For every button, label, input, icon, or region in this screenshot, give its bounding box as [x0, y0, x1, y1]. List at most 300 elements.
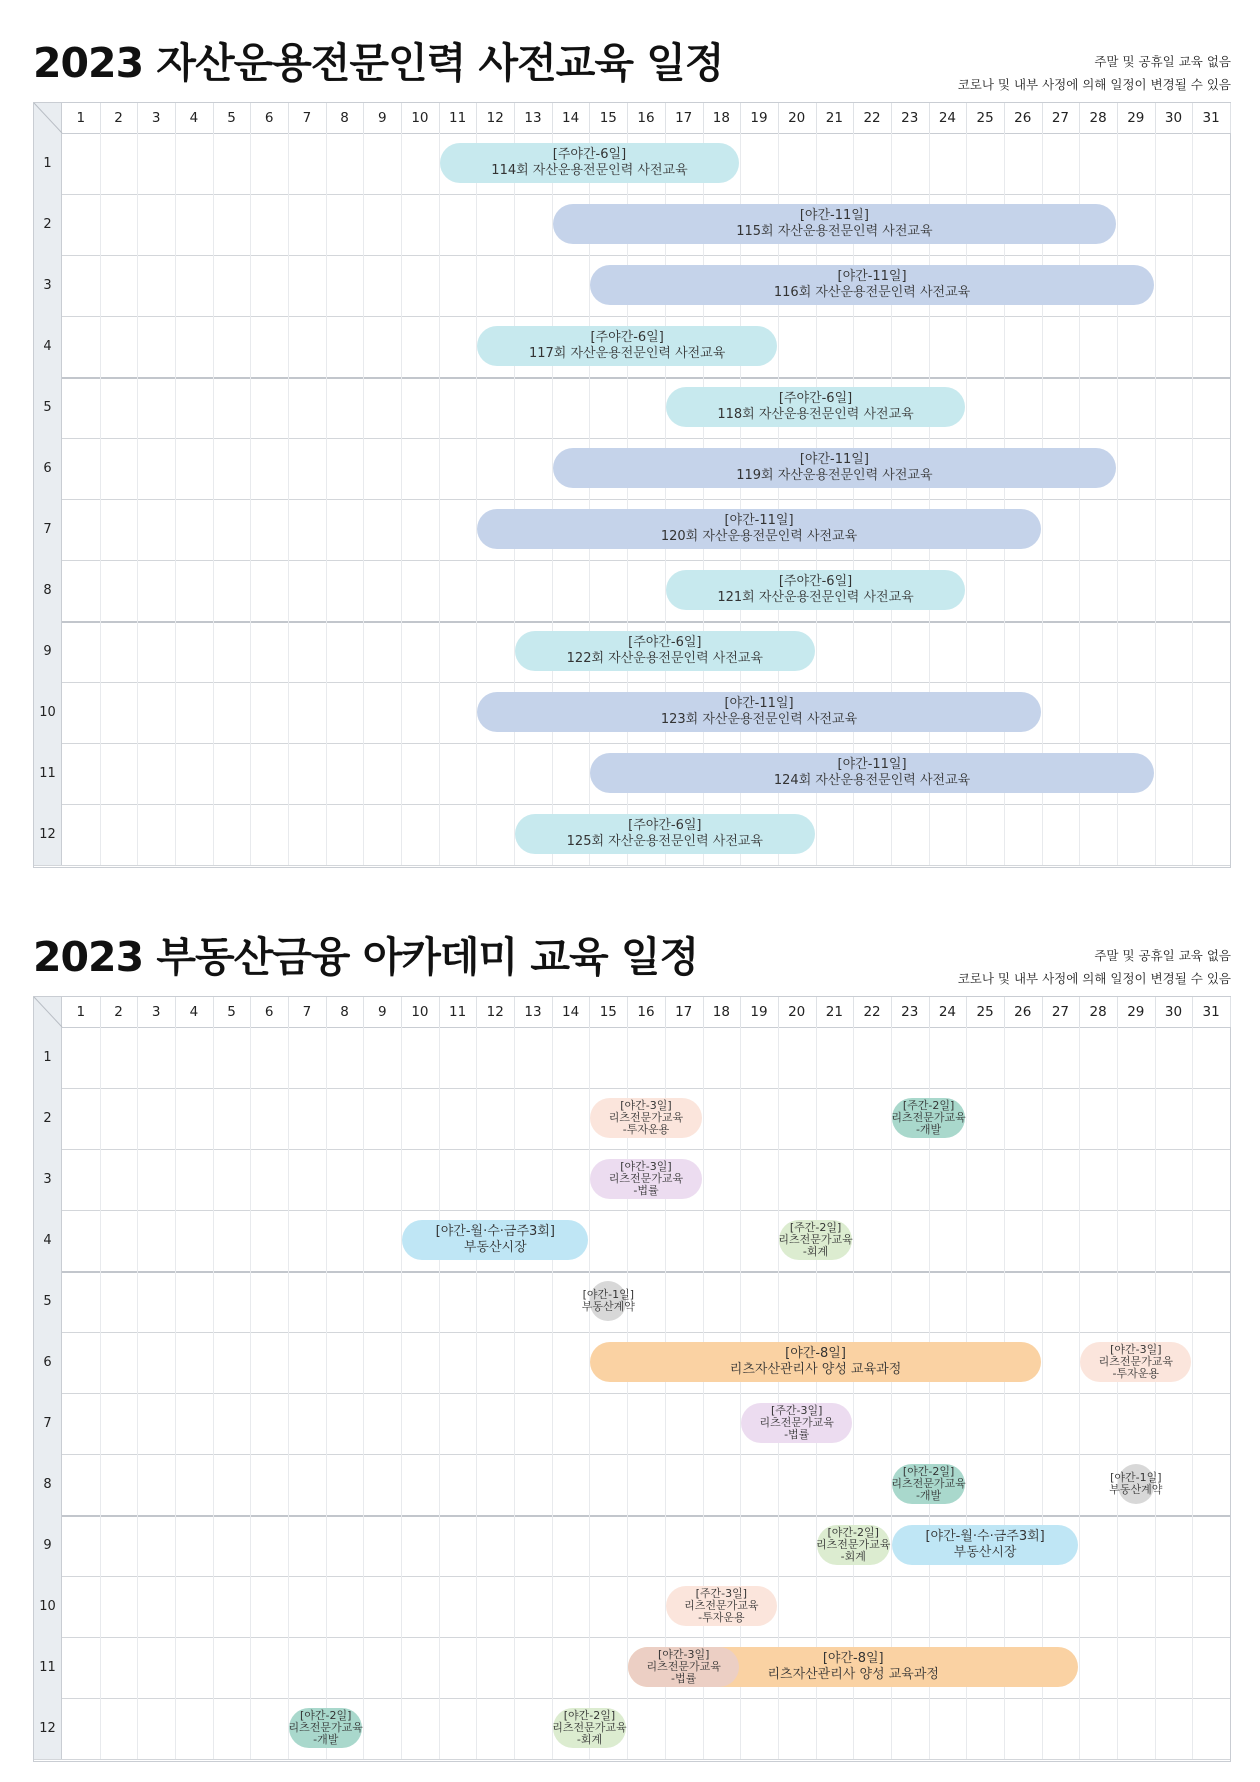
grid-line	[853, 316, 854, 377]
grid-line	[250, 804, 251, 865]
event-label: -법률	[671, 1672, 697, 1685]
grid-line	[213, 499, 214, 560]
grid-line	[476, 194, 477, 255]
month-row	[34, 1454, 1230, 1517]
day-header: 26	[1014, 1004, 1032, 1020]
grid-line	[401, 377, 402, 438]
grid-line	[929, 804, 930, 865]
grid-line	[1117, 1271, 1118, 1332]
grid-line	[1192, 1698, 1193, 1759]
event-label: [야간-1일]	[582, 1288, 635, 1301]
grid-line	[514, 1698, 515, 1759]
grid-line	[1079, 499, 1080, 560]
grid-line	[1192, 682, 1193, 743]
grid-line	[250, 377, 251, 438]
grid-line	[1079, 1393, 1080, 1454]
event-label: [야간-3일]	[657, 1648, 710, 1661]
event-label: 120회 자산운용전문인력 사전교육	[660, 529, 858, 544]
section-title: 2023 자산운용전문인력 사전교육 일정	[33, 39, 724, 87]
grid-line	[514, 1515, 515, 1576]
event-label: 114회 자산운용전문인력 사전교육	[491, 163, 688, 178]
grid-line	[1155, 560, 1156, 621]
grid-line	[1192, 194, 1193, 255]
grid-line	[1117, 1393, 1118, 1454]
schedule-event-bar[interactable]	[666, 1586, 777, 1626]
grid-line	[100, 1210, 101, 1271]
schedule-event-bar[interactable]	[590, 1098, 701, 1138]
grid-line	[1192, 377, 1193, 438]
grid-line	[703, 1210, 704, 1271]
grid-line	[552, 1515, 553, 1576]
grid-line	[703, 1515, 704, 1576]
grid-line	[665, 1271, 666, 1332]
grid-line	[589, 560, 590, 621]
grid-line	[476, 1515, 477, 1576]
day-header: 11	[449, 110, 467, 126]
grid-line	[288, 377, 289, 438]
day-header: 10	[411, 110, 429, 126]
event-label: [야간-3일]	[620, 1099, 672, 1112]
day-header: 27	[1051, 110, 1070, 126]
grid-line	[100, 1088, 101, 1149]
grid-line	[326, 1515, 327, 1576]
grid-line	[1079, 1454, 1080, 1515]
event-label: 리츠전문가교육	[608, 1172, 684, 1185]
grid-line	[1079, 804, 1080, 865]
grid-line	[288, 1576, 289, 1637]
schedule-event-bar[interactable]	[581, 1281, 635, 1321]
grid-line	[476, 804, 477, 865]
grid-line	[213, 621, 214, 682]
event-label: 리츠전문가교육	[759, 1416, 834, 1429]
grid-line	[213, 1393, 214, 1454]
grid-line	[401, 1332, 402, 1393]
grid-line	[401, 1637, 402, 1698]
grid-line	[1079, 1576, 1080, 1637]
grid-line	[175, 682, 176, 743]
grid-line	[853, 1271, 854, 1332]
grid-line	[1192, 499, 1193, 560]
schedule-event-bar[interactable]	[553, 204, 1116, 244]
event-label: [주야간-6일]	[590, 330, 664, 345]
grid-line	[589, 1637, 590, 1698]
event-label: 리츠전문가교육	[552, 1721, 627, 1734]
day-header: 23	[901, 1004, 919, 1020]
grid-line	[1042, 499, 1043, 560]
grid-line	[778, 1149, 779, 1210]
grid-line	[439, 1576, 440, 1637]
grid-line	[175, 133, 176, 194]
event-label: [야간-2일]	[563, 1709, 616, 1722]
event-label: -투자운용	[1112, 1367, 1160, 1380]
event-label: [주야간-6일]	[628, 818, 702, 833]
event-label: [야간-11일]	[724, 696, 794, 711]
grid-line	[137, 743, 138, 804]
grid-line	[401, 1515, 402, 1576]
grid-line	[514, 1149, 515, 1210]
day-header: 26	[1014, 110, 1032, 126]
schedule-event-bar[interactable]	[1080, 1342, 1191, 1382]
grid-line	[627, 1454, 628, 1515]
schedule-event-bar[interactable]	[553, 448, 1116, 488]
grid-line	[476, 1454, 477, 1515]
grid-line	[100, 255, 101, 316]
month-label: 7	[34, 1393, 62, 1454]
schedule-event-bar[interactable]	[289, 1708, 362, 1748]
schedule-event-bar[interactable]	[1109, 1464, 1163, 1504]
month-row	[34, 1027, 1230, 1089]
grid-line	[476, 377, 477, 438]
note-line: 코로나 및 내부 사정에 의해 일정이 변경될 수 있음	[957, 77, 1231, 92]
day-header: 8	[340, 1004, 349, 1020]
grid-line	[175, 1088, 176, 1149]
schedule-event-bar[interactable]	[590, 753, 1153, 793]
grid-line	[1042, 316, 1043, 377]
grid-line	[250, 743, 251, 804]
schedule-event-bar[interactable]	[590, 1159, 701, 1199]
day-header: 31	[1202, 1004, 1220, 1020]
month-label: 10	[34, 682, 62, 743]
event-label: -회계	[576, 1733, 603, 1746]
grid-line	[175, 1637, 176, 1698]
grid-line	[401, 1088, 402, 1149]
grid-line	[1117, 316, 1118, 377]
day-header: 6	[264, 1004, 274, 1020]
day-header: 18	[712, 1004, 730, 1020]
grid-line	[552, 743, 553, 804]
schedule-event-bar[interactable]	[666, 570, 965, 610]
grid-line	[439, 1393, 440, 1454]
grid-line	[703, 1088, 704, 1149]
event-label: -법률	[784, 1428, 810, 1441]
schedule-event-bar[interactable]	[440, 143, 739, 183]
schedule-event-bar[interactable]	[477, 326, 776, 366]
grid-line	[853, 1027, 854, 1088]
grid-line	[589, 377, 590, 438]
grid-line	[326, 255, 327, 316]
grid-line	[326, 1393, 327, 1454]
grid-line	[439, 438, 440, 499]
event-label: [주간-3일]	[695, 1587, 748, 1600]
grid-line	[1155, 255, 1156, 316]
grid-line	[589, 1515, 590, 1576]
grid-line	[627, 1515, 628, 1576]
grid-line	[1155, 438, 1156, 499]
schedule-event-bar[interactable]	[590, 265, 1153, 305]
grid-line	[213, 1149, 214, 1210]
grid-line	[439, 1088, 440, 1149]
grid-line	[665, 1027, 666, 1088]
month-label: 3	[34, 1149, 62, 1210]
day-header: 15	[599, 1004, 617, 1020]
day-header: 7	[302, 1004, 312, 1020]
grid-line	[250, 1637, 251, 1698]
grid-line	[853, 1210, 854, 1271]
grid-line	[288, 1332, 289, 1393]
grid-line	[703, 1149, 704, 1210]
grid-line	[1192, 255, 1193, 316]
event-label: 부동산계약	[1109, 1483, 1163, 1496]
grid-line	[439, 1454, 440, 1515]
day-header: 5	[227, 1004, 236, 1020]
grid-line	[401, 438, 402, 499]
schedule-event-bar[interactable]	[779, 1220, 852, 1260]
month-label: 1	[34, 1027, 62, 1088]
grid-line	[966, 1149, 967, 1210]
grid-line	[552, 1332, 553, 1393]
grid-line	[778, 1027, 779, 1088]
grid-line	[175, 1027, 176, 1088]
event-label: 리츠자산관리사 양성 교육과정	[767, 1667, 939, 1682]
grid-line	[401, 316, 402, 377]
schedule-event-bar[interactable]	[477, 692, 1040, 732]
grid-line	[929, 1210, 930, 1271]
grid-line	[288, 804, 289, 865]
event-label: 리츠전문가교육	[816, 1538, 891, 1551]
schedule-event-bar[interactable]	[628, 1647, 739, 1687]
grid-line	[326, 1576, 327, 1637]
grid-line	[213, 1637, 214, 1698]
schedule-event-bar[interactable]	[892, 1525, 1078, 1565]
schedule-event-bar[interactable]	[477, 509, 1040, 549]
grid-line	[288, 1027, 289, 1088]
grid-line	[213, 804, 214, 865]
event-label: -회계	[802, 1245, 829, 1258]
grid-line	[100, 1454, 101, 1515]
grid-line	[250, 682, 251, 743]
grid-line	[740, 1088, 741, 1149]
schedule-event-bar[interactable]	[402, 1220, 588, 1260]
grid-line	[100, 1271, 101, 1332]
grid-line	[401, 1027, 402, 1088]
grid-line	[1117, 1637, 1118, 1698]
day-header: 2	[114, 110, 123, 126]
grid-line	[1004, 804, 1005, 865]
grid-line	[439, 1698, 440, 1759]
schedule-event-bar[interactable]	[817, 1525, 890, 1565]
day-header: 28	[1089, 1004, 1107, 1020]
event-label: 부동산시장	[953, 1545, 1017, 1560]
month-row	[34, 1393, 1230, 1455]
grid-line	[1004, 316, 1005, 377]
grid-line	[1079, 1027, 1080, 1088]
grid-line	[1004, 377, 1005, 438]
schedule-event-bar[interactable]	[666, 387, 965, 427]
grid-line	[1155, 1515, 1156, 1576]
grid-line	[175, 743, 176, 804]
grid-line	[552, 255, 553, 316]
grid-line	[137, 1332, 138, 1393]
grid-line	[1117, 1515, 1118, 1576]
grid-line	[929, 1698, 930, 1759]
grid-line	[326, 804, 327, 865]
grid-line	[665, 1393, 666, 1454]
grid-line	[250, 499, 251, 560]
grid-line	[1192, 743, 1193, 804]
schedule-event-bar[interactable]	[590, 1342, 1040, 1382]
grid-line	[966, 1027, 967, 1088]
grid-line	[740, 1149, 741, 1210]
grid-line	[363, 1088, 364, 1149]
grid-line	[100, 682, 101, 743]
grid-line	[1155, 499, 1156, 560]
grid-line	[703, 1393, 704, 1454]
grid-line	[816, 1149, 817, 1210]
day-header: 2	[114, 1004, 123, 1020]
grid-line	[589, 1393, 590, 1454]
grid-line	[1004, 1149, 1005, 1210]
grid-line	[1004, 1393, 1005, 1454]
grid-line	[363, 1393, 364, 1454]
grid-line	[1117, 133, 1118, 194]
grid-line	[288, 438, 289, 499]
grid-line	[966, 1454, 967, 1515]
grid-line	[439, 255, 440, 316]
grid-line	[250, 560, 251, 621]
grid-line	[816, 133, 817, 194]
grid-line	[1155, 1027, 1156, 1088]
grid-line	[401, 621, 402, 682]
grid-line	[250, 1027, 251, 1088]
schedule-event-bar[interactable]	[553, 1708, 626, 1748]
grid-line	[175, 316, 176, 377]
grid-line	[326, 1454, 327, 1515]
grid-line	[213, 255, 214, 316]
grid-line	[1192, 1332, 1193, 1393]
grid-line	[100, 499, 101, 560]
grid-line	[100, 438, 101, 499]
grid-line	[1117, 1576, 1118, 1637]
day-header: 31	[1202, 110, 1220, 126]
event-label: [야간-11일]	[837, 757, 907, 772]
event-label: [야간-3일]	[1110, 1343, 1162, 1356]
schedule-event-bar[interactable]	[892, 1098, 965, 1138]
grid-line	[288, 1637, 289, 1698]
grid-line	[816, 804, 817, 865]
grid-line	[1155, 194, 1156, 255]
grid-line	[476, 1027, 477, 1088]
grid-line	[891, 133, 892, 194]
grid-line	[514, 1027, 515, 1088]
grid-line	[476, 560, 477, 621]
grid-line	[853, 1149, 854, 1210]
grid-line	[137, 1515, 138, 1576]
grid-line	[514, 1332, 515, 1393]
grid-line	[740, 1027, 741, 1088]
grid-line	[853, 1454, 854, 1515]
grid-line	[1079, 133, 1080, 194]
grid-line	[100, 377, 101, 438]
grid-line	[1004, 560, 1005, 621]
grid-line	[250, 1515, 251, 1576]
grid-line	[175, 1271, 176, 1332]
grid-line	[288, 1210, 289, 1271]
event-label: 리츠전문가교육	[608, 1111, 684, 1124]
grid-line	[552, 377, 553, 438]
month-label: 12	[34, 1698, 62, 1759]
grid-line	[1079, 1698, 1080, 1759]
grid-line	[627, 1210, 628, 1271]
grid-line	[363, 1027, 364, 1088]
grid-line	[816, 1454, 817, 1515]
grid-line	[1042, 1332, 1043, 1393]
grid-line	[476, 1393, 477, 1454]
grid-line	[740, 1210, 741, 1271]
schedule-event-bar[interactable]	[515, 631, 814, 671]
grid-line	[213, 1576, 214, 1637]
day-header: 21	[825, 110, 843, 126]
month-row	[34, 1698, 1230, 1760]
grid-line	[816, 1088, 817, 1149]
month-label: 5	[34, 377, 62, 438]
grid-line	[703, 1698, 704, 1759]
grid-line	[363, 1271, 364, 1332]
day-header: 25	[976, 110, 994, 126]
grid-line	[250, 1088, 251, 1149]
grid-line	[627, 560, 628, 621]
grid-line	[288, 682, 289, 743]
grid-line	[363, 804, 364, 865]
grid-line	[1155, 1088, 1156, 1149]
day-header: 20	[788, 110, 806, 126]
grid-line	[1117, 499, 1118, 560]
schedule-event-bar[interactable]	[741, 1403, 852, 1443]
event-label: [주간-3일]	[770, 1404, 823, 1417]
grid-line	[514, 1088, 515, 1149]
grid-line	[250, 255, 251, 316]
day-header: 8	[340, 110, 349, 126]
grid-line	[1117, 560, 1118, 621]
grid-line	[137, 1576, 138, 1637]
grid-line	[401, 743, 402, 804]
day-header: 4	[189, 1004, 199, 1020]
day-header: 3	[151, 110, 161, 126]
grid-line	[213, 560, 214, 621]
schedule-event-bar[interactable]	[892, 1464, 965, 1504]
grid-line	[250, 1149, 251, 1210]
grid-line	[929, 133, 930, 194]
grid-line	[891, 316, 892, 377]
grid-line	[213, 377, 214, 438]
grid-line	[401, 804, 402, 865]
grid-line	[439, 621, 440, 682]
event-label: 119회 자산운용전문인력 사전교육	[736, 468, 933, 483]
grid-line	[137, 1149, 138, 1210]
grid-line	[326, 1332, 327, 1393]
event-label: 123회 자산운용전문인력 사전교육	[660, 712, 858, 727]
month-label: 3	[34, 255, 62, 316]
grid-line	[1117, 438, 1118, 499]
grid-line	[966, 1271, 967, 1332]
grid-line	[250, 1454, 251, 1515]
grid-line	[363, 1332, 364, 1393]
grid-line	[514, 743, 515, 804]
grid-line	[288, 1149, 289, 1210]
corner-cell	[34, 103, 62, 133]
day-header: 19	[750, 1004, 768, 1020]
grid-line	[1042, 1698, 1043, 1759]
schedule-event-bar[interactable]	[515, 814, 814, 854]
grid-line	[1117, 682, 1118, 743]
grid-line	[288, 743, 289, 804]
grid-line	[363, 743, 364, 804]
grid-line	[1042, 1393, 1043, 1454]
grid-line	[363, 621, 364, 682]
grid-line	[363, 1576, 364, 1637]
grid-line	[1192, 621, 1193, 682]
grid-line	[250, 438, 251, 499]
grid-line	[100, 316, 101, 377]
